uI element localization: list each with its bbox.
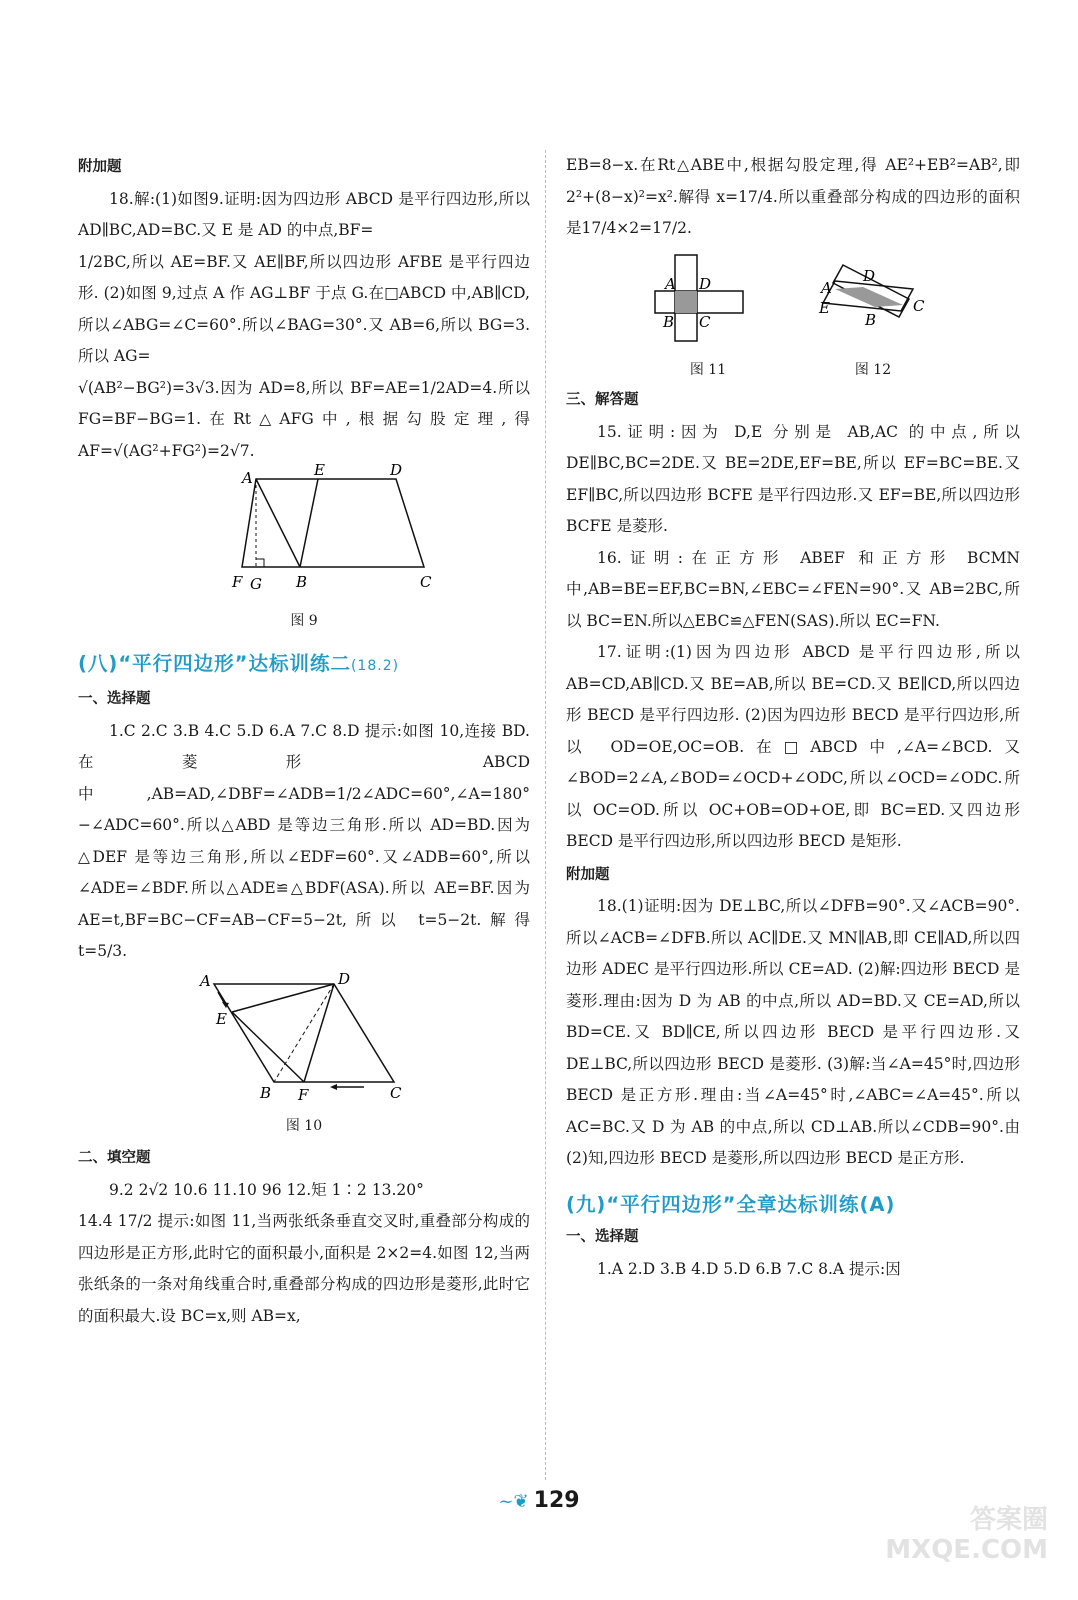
- fig9-label-c: C: [420, 573, 432, 591]
- figure-11-caption: 图 11: [689, 362, 727, 378]
- fig11-label-b: B: [663, 312, 675, 331]
- problem-18-right: 18.(1)证明:因为 DE⊥BC,所以∠DFB=90°.又∠ACB=90°.所以∠ACB=∠DFB.所以 AC∥DE.又 MN∥AB,即 CE∥AD,所以四边形 ADEC 是平行四边形.所以 CE=AD. (2)解:四边形 BECD 是菱形.理由:因为 D 为 AB 的中点,所以 AD=BD.又 CE=AD,所以 BD=CE.又 BD∥CE,所以四边形 BECD 是平行四边形.又 DE⊥BC,所以四边形 BECD 是菱形. (3)解:当∠A=45°时,四边形 BECD 是正方形.理由:当∠A=45°时,∠ABC=∠A=45°.所以 AC=BC.又 D 为 AB 的中点,所以 CD⊥AB.所以∠CDB=90°.由(2)知,四边形 BECD 是菱形,所以四边形 BECD 是正方形.: [566, 897, 1020, 1167]
- problem-18-line-2: 1/2BC,所以 AE=BF.又 AE∥BF,所以四边形 AFBE 是平行四边形. (2)如图 9,过点 A 作 AG⊥BF 于点 G.在□ABCD 中,AB∥CD,所以∠ABG=∠C=60°.所以∠BAG=30°.又 AB=6,所以 BG=3.所以 AG=: [78, 252, 530, 365]
- answer-heading: 三、解答题: [566, 392, 639, 408]
- fig10-label-e: E: [216, 1009, 227, 1028]
- fig10-label-d: D: [338, 969, 351, 988]
- page-number: 129: [533, 1488, 580, 1513]
- figure-10-caption: 图 10: [285, 1118, 323, 1134]
- fig10-label-a: A: [200, 971, 211, 990]
- choice-heading-right: 一、选择题: [566, 1229, 639, 1245]
- fig12-label-e: E: [819, 298, 830, 317]
- fig11-label-a: A: [665, 274, 676, 293]
- right-column: [566, 150, 1020, 1285]
- problem-14-continued: EB=8−x.在Rt△ABE中,根据勾股定理,得 AE²+EB²=AB²,即 2²+(8−x)²=x².解得 x=17/4.所以重叠部分构成的四边形的面积是17/4×2=17/2.: [566, 156, 1020, 237]
- fig9-label-a: A: [242, 469, 253, 487]
- fig9-label-f: F: [232, 573, 243, 591]
- fig12-label-c: C: [913, 296, 925, 315]
- fig9-label-d: D: [390, 461, 403, 479]
- fill-answers: 9.2 2√2 10.6 11.10 96 12.矩 1∶2 13.20°: [109, 1180, 424, 1199]
- problem-18-line-3: √(AB²−BG²)=3√3.因为 AD=8,所以 BF=AE=1/2AD=4.所以 FG=BF−BG=1.在Rt△AFG中,根据勾股定理,得 AF=√(AG²+FG²)=2√7.: [78, 378, 530, 460]
- fig12-label-b: B: [865, 310, 877, 329]
- section-9-title: (九)“平行四边形”全章达标训练(A): [566, 1192, 896, 1216]
- choice-heading: 一、选择题: [78, 691, 151, 707]
- fig10-label-b: B: [260, 1083, 272, 1102]
- figure-12-caption: 图 12: [854, 362, 892, 378]
- problem-15: 15.证明:因为 D,E 分别是 AB,AC 的中点,所以 DE∥BC,BC=2DE.又 BE=2DE,EF=BE,所以 EF=BC=BE.又 EF∥BC,所以四边形 BCFE 是平行四边形.又 EF=BE,所以四边形 BCFE 是菱形.: [566, 422, 1020, 535]
- choice-answers-right: 1.A 2.D 3.B 4.D 5.D 6.B 7.C 8.A 提示:因: [597, 1259, 901, 1278]
- section-8-title-text: (八)“平行四边形”达标训练二: [78, 651, 351, 675]
- figures-11-12: [566, 251, 1020, 384]
- fig11-label-d: D: [699, 274, 712, 293]
- fig11-label-c: C: [699, 312, 711, 331]
- problem-18-line-1: 18.解:(1)如图9.证明:因为四边形 ABCD 是平行四边形,所以 AD∥BC,AD=BC.又 E 是 AD 的中点,BF=: [78, 189, 530, 239]
- fill-heading: 二、填空题: [78, 1150, 151, 1166]
- fig10-label-f: F: [298, 1085, 309, 1104]
- column-divider: [545, 150, 546, 1480]
- appendix-heading: 附加题: [78, 159, 122, 175]
- problem-16: 16.证明:在正方形 ABEF 和正方形 BCMN 中,AB=BE=EF,BC=BN,∠EBC=∠FEN=90°.又 AB=2BC,所以 BC=EN.所以△EBC≌△FEN(SAS).所以 EC=FN.: [566, 548, 1020, 630]
- watermark-line-2: MXQE.COM: [885, 1535, 1048, 1565]
- fig9-label-g: G: [250, 575, 262, 593]
- figure-11: [653, 251, 763, 384]
- figure-12: [813, 251, 933, 384]
- watermark: [885, 1505, 1048, 1565]
- problem-14-answer: 14.4 17/2 提示:如图 11,当两张纸条垂直交叉时,重叠部分构成的四边形是正方形,此时它的面积最小,面积是 2×2=4.如图 12,当两张纸条的一条对角线重合时,重叠部分构成的四边形是菱形,此时它的面积最大.设 BC=x,则 AB=x,: [78, 1212, 530, 1325]
- watermark-line-1: 答案圈: [969, 1505, 1048, 1535]
- figure-10: [78, 969, 530, 1140]
- section-8-title: [78, 648, 530, 683]
- fig9-label-e: E: [314, 461, 325, 479]
- left-column: [78, 150, 530, 1332]
- figure-9: [78, 461, 530, 634]
- fig10-label-c: C: [390, 1083, 402, 1102]
- appendix-heading-right: 附加题: [566, 866, 610, 883]
- choice-answers: 1.C 2.C 3.B 4.C 5.D 6.A 7.C 8.D 提示:如图 10,连接 BD.在菱形 ABCD 中,AB=AD,∠DBF=∠ADB=1/2∠ADC=60°,∠A=180°−∠ADC=60°.所以△ABD 是等边三角形.所以 AD=BD.因为△DEF 是等边三角形,所以∠EDF=60°.又∠ADB=60°,所以∠ADE=∠BDF.所以△ADE≌△BDF(ASA).所以 AE=BF.因为 AE=t,BF=BC−CF=AB−CF=5−2t,所以 t=5−2t.解得 t=5/3.: [78, 721, 530, 960]
- figure-9-caption: 图 9: [290, 612, 318, 629]
- fig12-label-a: A: [821, 278, 832, 297]
- problem-17: 17.证明:(1)因为四边形 ABCD 是平行四边形,所以 AB=CD,AB∥CD.又 BE=AB,所以 BE=CD.又 BE∥CD,所以四边形 BECD 是平行四边形. (2)因为四边形 BECD 是平行四边形,所以 OD=OE,OC=OB.在□ABCD中,∠A=∠BCD.又∠BOD=2∠A,∠BOD=∠OCD+∠ODC,所以∠OCD=∠ODC.所以 OC=OD.所以 OC+OB=OD+OE,即 BC=ED.又四边形 BECD 是平行四边形,所以四边形 BECD 是矩形.: [566, 643, 1020, 850]
- fig9-label-b: B: [296, 573, 308, 591]
- fig12-label-d: D: [863, 266, 876, 285]
- section-8-code: (18.2): [350, 657, 400, 674]
- leaf-ornament-icon: ~❦: [498, 1491, 529, 1512]
